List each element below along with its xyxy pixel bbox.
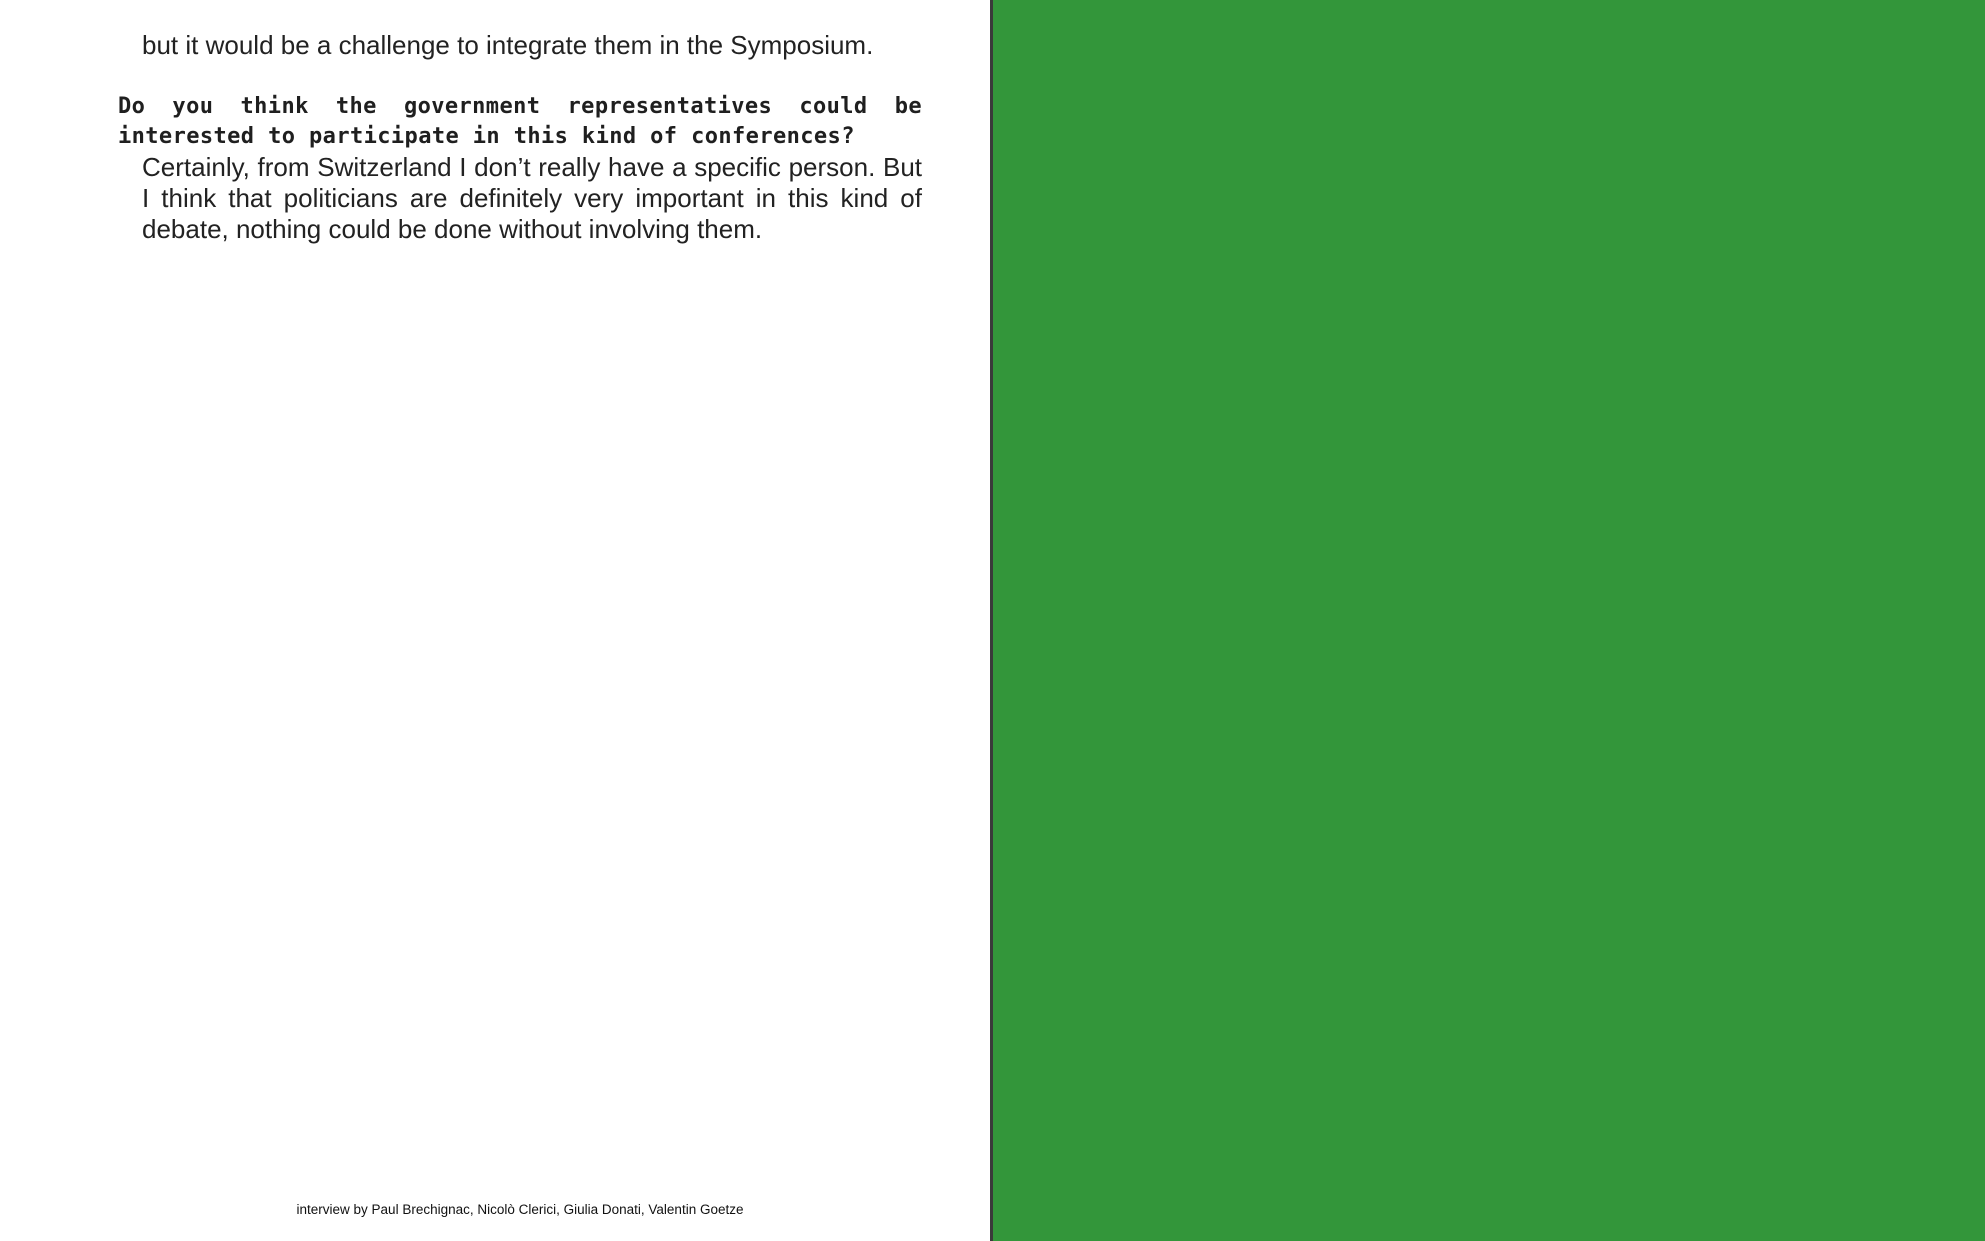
right-page-green-panel bbox=[993, 0, 1985, 1241]
interview-question: Do you think the government representatives could be interested to participate in this kind of conferences? bbox=[118, 94, 922, 149]
left-page bbox=[0, 0, 990, 1241]
footer-credit: interview by Paul Brechignac, Nicolò Clerici, Giulia Donati, Valentin Goetze bbox=[296, 1202, 744, 1217]
answer-continuation-text: but it would be a challenge to integrate them in the Symposium. bbox=[142, 30, 874, 60]
interview-answer: Certainly, from Switzerland I don’t really have a specific person. But I think that politicians are definitely very important in this kind of debate, nothing could be done without involving them. bbox=[142, 152, 922, 244]
